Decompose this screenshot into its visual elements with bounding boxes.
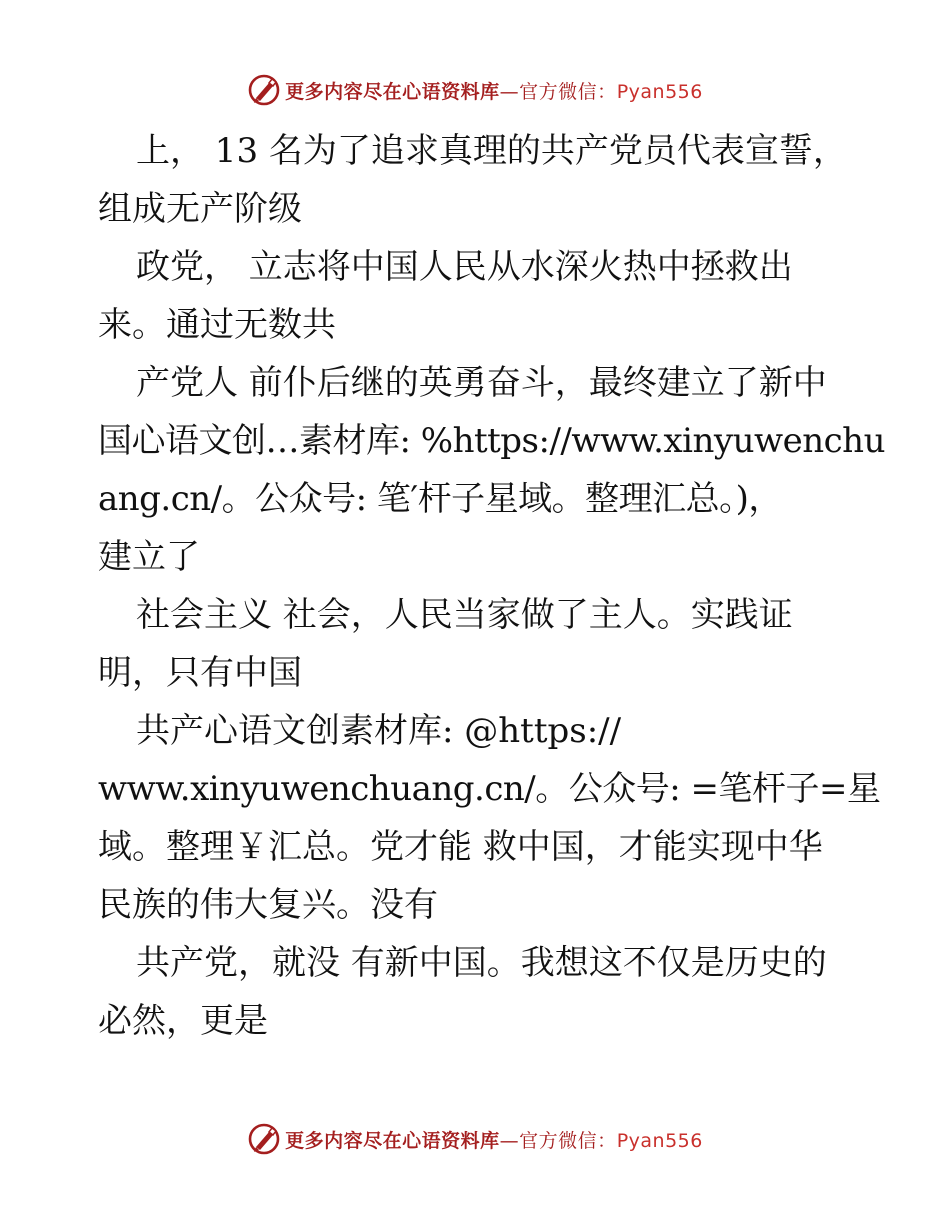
body-line-1: 上， 13 名为了追求真理的共产党员代表宣誓，: [136, 131, 847, 171]
header-banner-main: 更多内容尽在心语资料库: [285, 80, 500, 103]
footer-banner: [0, 1119, 950, 1159]
header-banner: [0, 70, 950, 110]
document-body: [98, 122, 885, 1050]
body-line-5: 产党人 前仆后继的英勇奋斗，最终建立了新中: [136, 363, 827, 403]
body-line-3: 政党， 立志将中国人民从水深火热中拯救出: [136, 247, 793, 287]
header-banner-account: Pyan556: [616, 80, 703, 103]
footer-banner-text: [285, 1126, 703, 1153]
pen-logo-icon: [247, 1122, 281, 1156]
body-line-7: ang.cn/。公众号: 笔′杆子星域。整理汇总。)，: [98, 479, 782, 519]
pen-logo-icon: [247, 73, 281, 107]
body-line-4: 来。通过无数共: [98, 305, 336, 345]
body-line-11: 共产心语文创素材库: @https://: [136, 711, 622, 751]
header-banner-wechat: —官方微信：: [499, 80, 617, 103]
body-line-13: 域。整理￥汇总。党才能 救中国，才能实现中华: [98, 827, 823, 867]
header-banner-text: [285, 77, 703, 104]
body-line-10: 明，只有中国: [98, 653, 302, 693]
body-line-9: 社会主义 社会，人民当家做了主人。实践证: [136, 595, 793, 635]
body-line-6: 国心语文创…素材库: %https://www.xinyuwenchu: [98, 421, 885, 461]
body-line-2: 组成无产阶级: [98, 189, 302, 229]
footer-banner-wechat: —官方微信：: [499, 1129, 617, 1152]
footer-banner-account: Pyan556: [616, 1129, 703, 1152]
body-line-16: 必然，更是: [98, 1001, 268, 1041]
body-line-8: 建立了: [98, 537, 200, 577]
body-line-15: 共产党，就没 有新中国。我想这不仅是历史的: [136, 943, 827, 983]
body-line-12: www.xinyuwenchuang.cn/。公众号: =笔杆子=星: [98, 769, 881, 809]
footer-banner-main: 更多内容尽在心语资料库: [285, 1129, 500, 1152]
body-line-14: 民族的伟大复兴。没有: [98, 885, 438, 925]
